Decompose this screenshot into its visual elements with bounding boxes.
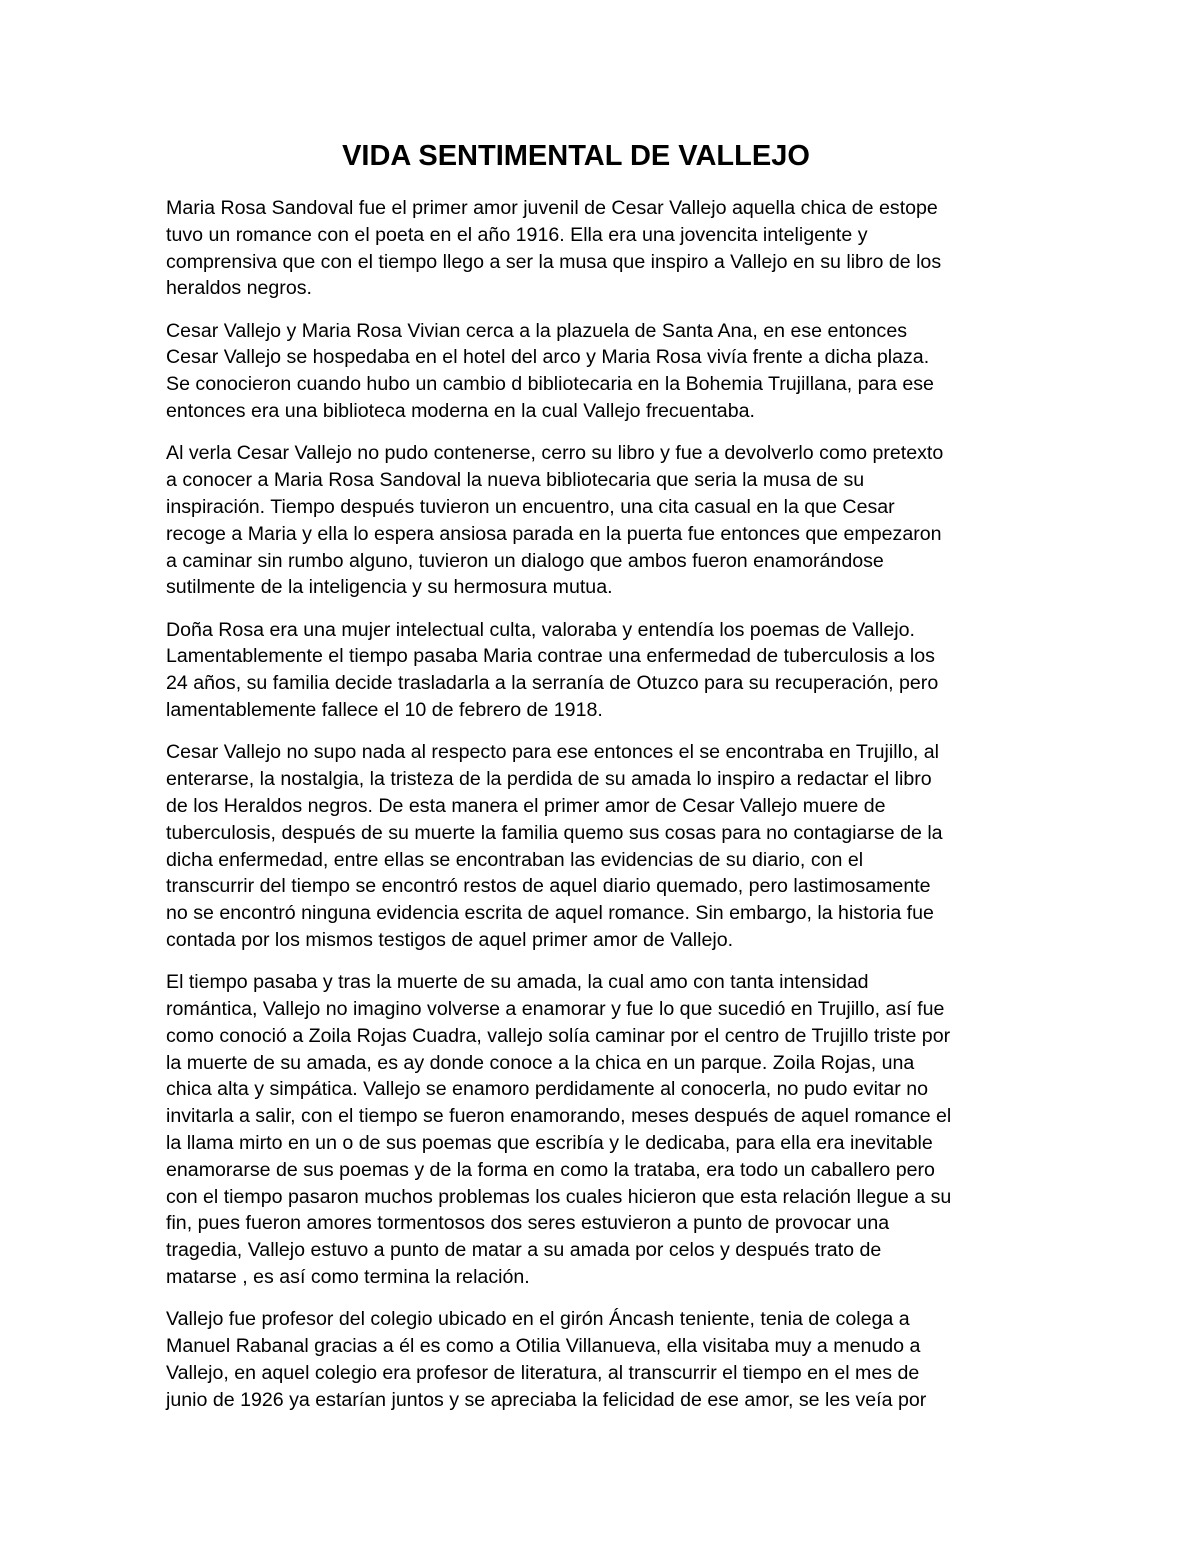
paragraph <box>166 195 1036 302</box>
text-line: enterarse, la nostalgia, la tristeza de la perdida de su amada lo inspiro a redactar el libro <box>166 768 932 791</box>
text-line: Vallejo fue profesor del colegio ubicado en el girón Áncash teniente, tenia de colega a <box>166 1308 910 1331</box>
paragraph <box>166 440 1036 601</box>
text-line: chica alta y simpática. Vallejo se enamoro perdidamente al conocerla, no pudo evitar no <box>166 1078 929 1101</box>
text-line: enamorarse de sus poemas y de la forma en como la trataba, era todo un caballero pero <box>166 1158 935 1181</box>
text-line: matarse , es así como termina la relación. <box>166 1265 530 1288</box>
text-line: como conoció a Zoila Rojas Cuadra, vallejo solía caminar por el centro de Trujillo triste por <box>166 1024 951 1047</box>
text-line: inspiración. Tiempo después tuvieron un encuentro, una cita casual en la que Cesar <box>166 495 895 518</box>
paragraph <box>166 1306 1036 1413</box>
text-line: Maria Rosa Sandoval fue el primer amor juvenil de Cesar Vallejo aquella chica de estope <box>166 197 938 219</box>
paragraph <box>166 969 1036 1291</box>
text-line: contada por los mismos testigos de aquel primer amor de Vallejo. <box>166 928 734 951</box>
document-body <box>166 195 1036 1429</box>
text-line: junio de 1926 ya estarían juntos y se apreciaba la felicidad de ese amor, se les veía por <box>166 1388 927 1411</box>
page-title: VIDA SENTIMENTAL DE VALLEJO <box>342 140 810 172</box>
text-line: Manuel Rabanal gracias a él es como a Otilia Villanueva, ella visitaba muy a menudo a <box>166 1335 921 1358</box>
text-line: Doña Rosa era una mujer intelectual culta, valoraba y entendía los poemas de Vallejo. <box>166 618 916 641</box>
text-line: tuberculosis, después de su muerte la familia quemo sus cosas para no contagiarse de la <box>166 821 943 844</box>
text-line: dicha enfermedad, entre ellas se encontraban las evidencias de su diario, con el <box>166 848 864 871</box>
text-line: de los Heraldos negros. De esta manera el primer amor de Cesar Vallejo muere de <box>166 794 886 817</box>
text-line: transcurrir del tiempo se encontró restos de aquel diario quemado, pero lastimosamente <box>166 875 931 898</box>
text-line: Cesar Vallejo se hospedaba en el hotel del arco y Maria Rosa vivía frente a dicha plaza. <box>166 346 930 369</box>
text-line: tuvo un romance con el poeta en el año 1916. Ella era una jovencita inteligente y <box>166 223 868 246</box>
text-line: recoge a Maria y ella lo espera ansiosa parada en la puerta fue entonces que empezaron <box>166 522 942 545</box>
text-line: Cesar Vallejo no supo nada al respecto para ese entonces el se encontraba en Trujillo, al <box>166 741 939 764</box>
text-line: romántica, Vallejo no imagino volverse a enamorar y fue lo que sucedió en Trujillo, así fue <box>166 998 945 1021</box>
text-line: 24 años, su familia decide trasladarla a la serranía de Otuzco para su recuperación, pero <box>166 672 939 695</box>
text-line: a conocer a Maria Rosa Sandoval la nueva bibliotecaria que seria la musa de su <box>166 469 865 492</box>
text-line: lamentablemente fallece el 10 de febrero de 1918. <box>166 699 603 722</box>
text-line: con el tiempo pasaron muchos problemas los cuales hicieron que esta relación llegue a su <box>166 1185 952 1208</box>
text-line: Vallejo, en aquel colegio era profesor de literatura, al transcurrir el tiempo en el mes de <box>166 1361 920 1384</box>
text-line: Lamentablemente el tiempo pasaba Maria contrae una enfermedad de tuberculosis a los <box>166 645 935 668</box>
text-line: Se conocieron cuando hubo un cambio d bibliotecaria en la Bohemia Trujillana, para ese <box>166 373 934 396</box>
text-line: tragedia, Vallejo estuvo a punto de matar a su amada por celos y después trato de <box>166 1239 882 1262</box>
paragraph <box>166 739 1036 953</box>
text-line: Al verla Cesar Vallejo no pudo contenerse, cerro su libro y fue a devolverlo como pretexto <box>166 442 944 465</box>
text-line: comprensiva que con el tiempo llego a ser la musa que inspiro a Vallejo en su libro de los <box>166 250 942 273</box>
text-line: sutilmente de la inteligencia y su hermosura mutua. <box>166 576 613 599</box>
paragraph <box>166 617 1036 724</box>
text-line: la muerte de su amada, es ay donde conoce a la chica en un parque. Zoila Rojas, una <box>166 1051 915 1074</box>
text-line: entonces era una biblioteca moderna en la cual Vallejo frecuentaba. <box>166 400 755 423</box>
text-line: heraldos negros. <box>166 277 312 300</box>
text-line: invitarla a salir, con el tiempo se fueron enamorando, meses después de aquel romance el <box>166 1105 952 1128</box>
text-line: no se encontró ninguna evidencia escrita de aquel romance. Sin embargo, la historia fue <box>166 902 934 925</box>
text-line: El tiempo pasaba y tras la muerte de su amada, la cual amo con tanta intensidad <box>166 971 869 994</box>
text-line: a caminar sin rumbo alguno, tuvieron un dialogo que ambos fueron enamorándose <box>166 549 884 572</box>
text-line: Cesar Vallejo y Maria Rosa Vivian cerca a la plazuela de Santa Ana, en ese entonces <box>166 319 908 342</box>
text-line: la llama mirto en un o de sus poemas que escribía y le dedicaba, para ella era inevitable <box>166 1132 933 1154</box>
paragraph <box>166 318 1036 425</box>
text-line: fin, pues fueron amores tormentosos dos seres estuvieron a punto de provocar una <box>166 1212 890 1235</box>
